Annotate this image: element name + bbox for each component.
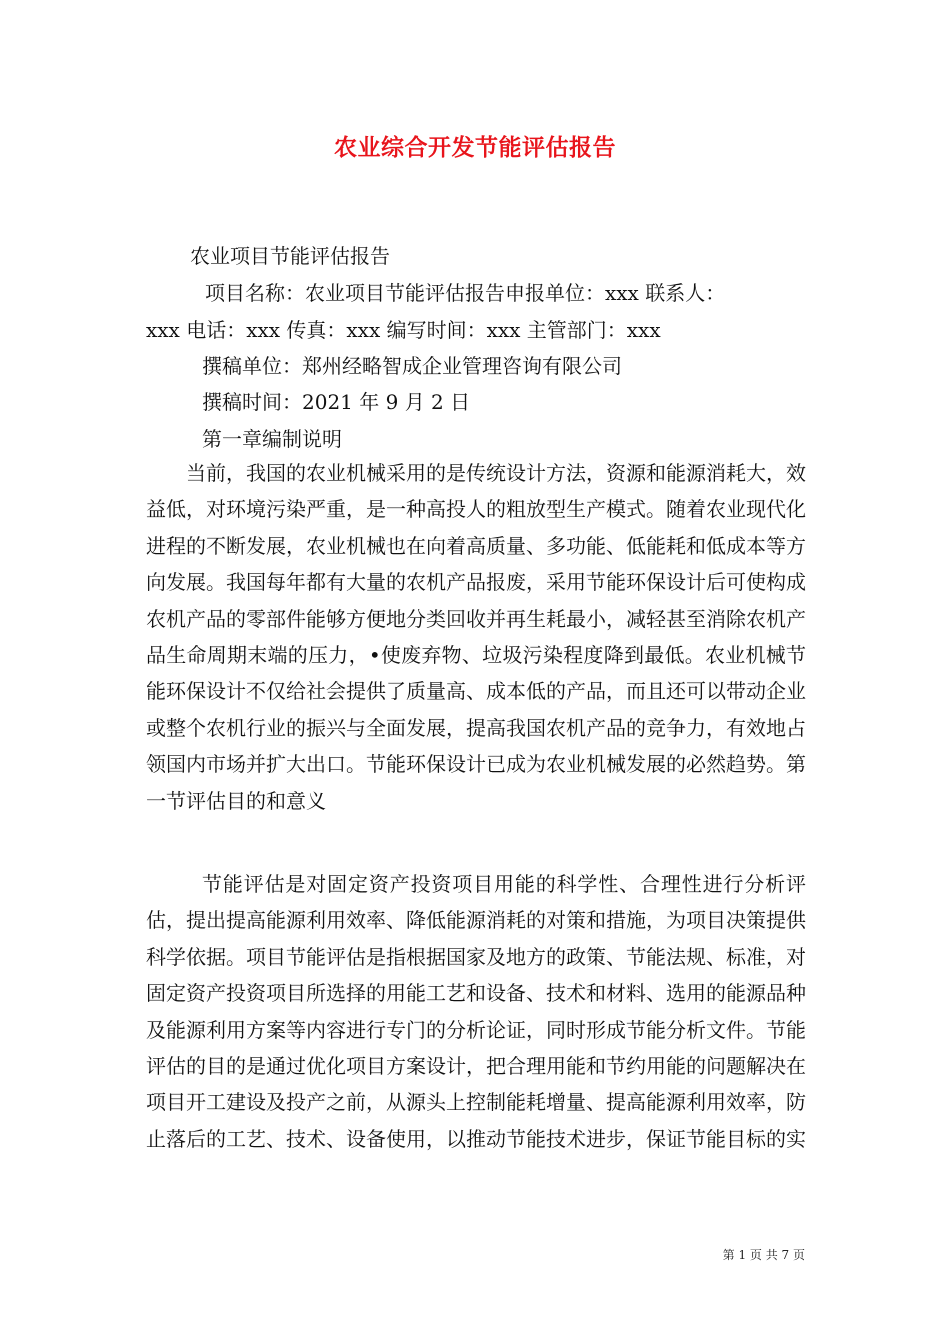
author-unit: 撰稿单位：郑州经略智成企业管理咨询有限公司 xyxy=(202,354,622,378)
page-number: 第 1 页 共 7 页 xyxy=(722,1248,805,1262)
author-date: 撰稿时间：2021 年 9 月 2 日 xyxy=(202,390,471,414)
chapter-heading: 第一章编制说明 xyxy=(202,427,342,451)
body-paragraph-2: 节能评估是对固定资产投资项目用能的科学性、合理性进行分析评估，提出提高能源利用效率、降低能源消耗的对策和措施，为项目决策提供科学依据。项目节能评估是指根据国家及地方的政策、节能法规、标准，对固定资产投资项目所选择的用能工艺和设备、技术和材料、选用的能源品种及能源利用方案等内容进行专门的分析论证，同时形成节能分析文件。节能评估的目的是通过优化项目方案设计，把合理用能和节约用能的问题解决在项目开工建设及投产之前，从源头上控制能耗增量、提高能源利用效率，防止落后的工艺、技术、设备使用，以推动节能技术进步，保证节能目标的实 xyxy=(146,872,806,1151)
body-paragraph-1: 当前，我国的农业机械采用的是传统设计方法，资源和能源消耗大，效益低，对环境污染严重，是一种高投人的粗放型生产模式。随着农业现代化进程的不断发展，农业机械也在向着高质量、多功能、低能耗和低成本等方向发展。我国每年都有大量的农机产品报废，采用节能环保设计后可使构成农机产品的零部件能够方便地分类回收并再生耗最小，减轻甚至消除农机产品生命周期末端的压力，•使废弃物、垃圾污染程度降到最低。农业机械节能环保设计不仅给社会提供了质量高、成本低的产品，而且还可以带动企业或整个农机行业的振兴与全面发展，提高我国农机产品的竞争力，有效地占领国内市场并扩大出口。节能环保设计已成为农业机械发展的必然趋势。第一节评估目的和意义 xyxy=(146,461,806,813)
project-meta-line-2: xxx 电话：xxx 传真：xxx 编写时间：xxx 主管部门：xxx xyxy=(146,318,661,342)
project-meta-line-1: 项目名称：农业项目节能评估报告申报单位：xxx 联系人： xyxy=(205,281,726,305)
report-subtitle: 农业项目节能评估报告 xyxy=(190,244,390,268)
document-title: 农业综合开发节能评估报告 xyxy=(334,135,616,161)
